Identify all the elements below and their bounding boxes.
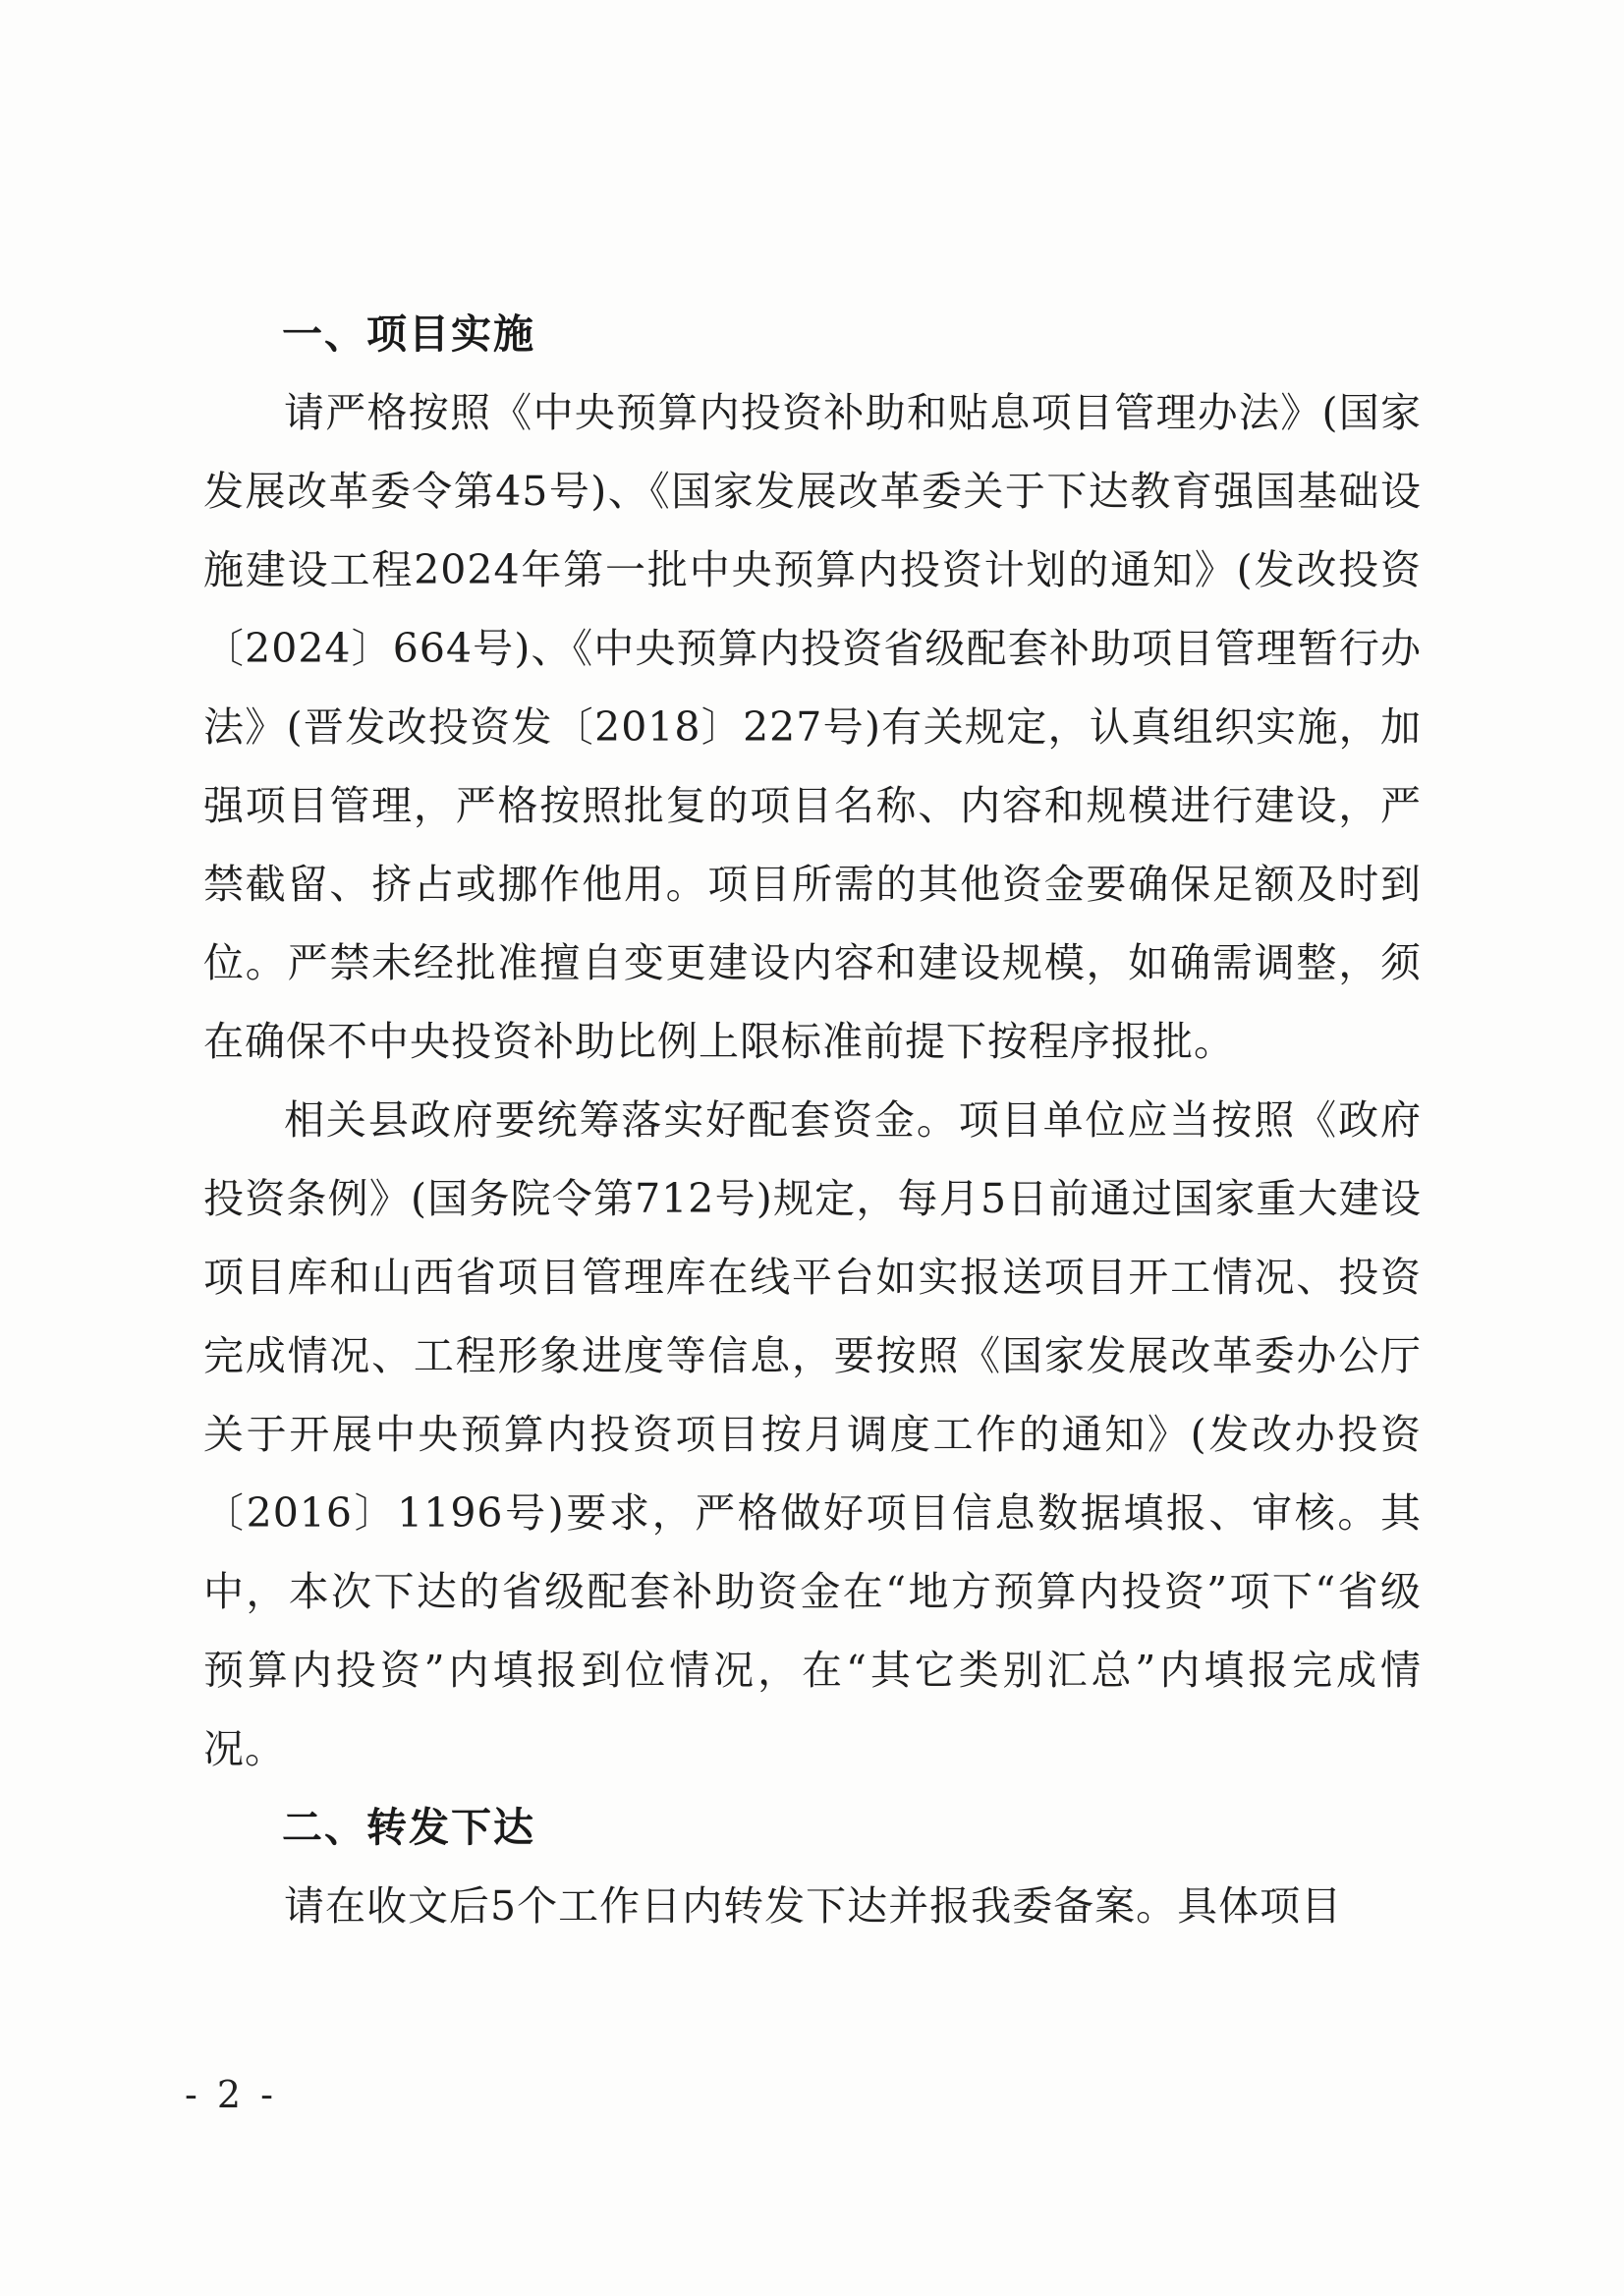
paragraph-forwarding-deadline: 请在收文后5个工作日内转发下达并报我委备案。具体项目 [284,1882,1343,1930]
paragraph-matching-funds-reporting: 相关县政府要统筹落实好配套资金。项目单位应当按照《政府投资条例》(国务院令第712号)规定，每月5日前通过国家重大建设项目库和山西省项目管理库在线平台如实报送项目开工情况、投资完成情况、工程形象进度等信息，要按照《国家发展改革委办公厅关于开展中央预算内投资项目按月调度工作的通知》(发改办投资〔2016〕1196号)要求，严格做好项目信息数据填报、审核。其中，本次下达的省级配套补助资金在“地方预算内投资”项下“省级预算内投资”内填报到位情况，在“其它类别汇总”内填报完成情况。 [203,1096,1422,1772]
section-heading-project-implementation: 一、项目实施 [282,310,535,358]
section-heading-forwarding: 二、转发下达 [282,1804,535,1851]
page-number: - 2 - [185,2073,278,2116]
paragraph-implementation-regulations: 请严格按照《中央预算内投资补助和贴息项目管理办法》(国家发展改革委令第45号)、《国家发展改革委关于下达教育强国基础设施建设工程2024年第一批中央预算内投资计划的通知》(发改投资〔2024〕664号)、《中央预算内投资省级配套补助项目管理暂行办法》(晋发改投资发〔2018〕227号)有关规定，认真组织实施，加强项目管理，严格按照批复的项目名称、内容和规模进行建设，严禁截留、挤占或挪作他用。项目所需的其他资金要确保足额及时到位。严禁未经批准擅自变更建设内容和建设规模，如确需调整，须在确保不中央投资补助比例上限标准前提下按程序报批。 [203,389,1422,1065]
document-body [203,295,1422,1945]
